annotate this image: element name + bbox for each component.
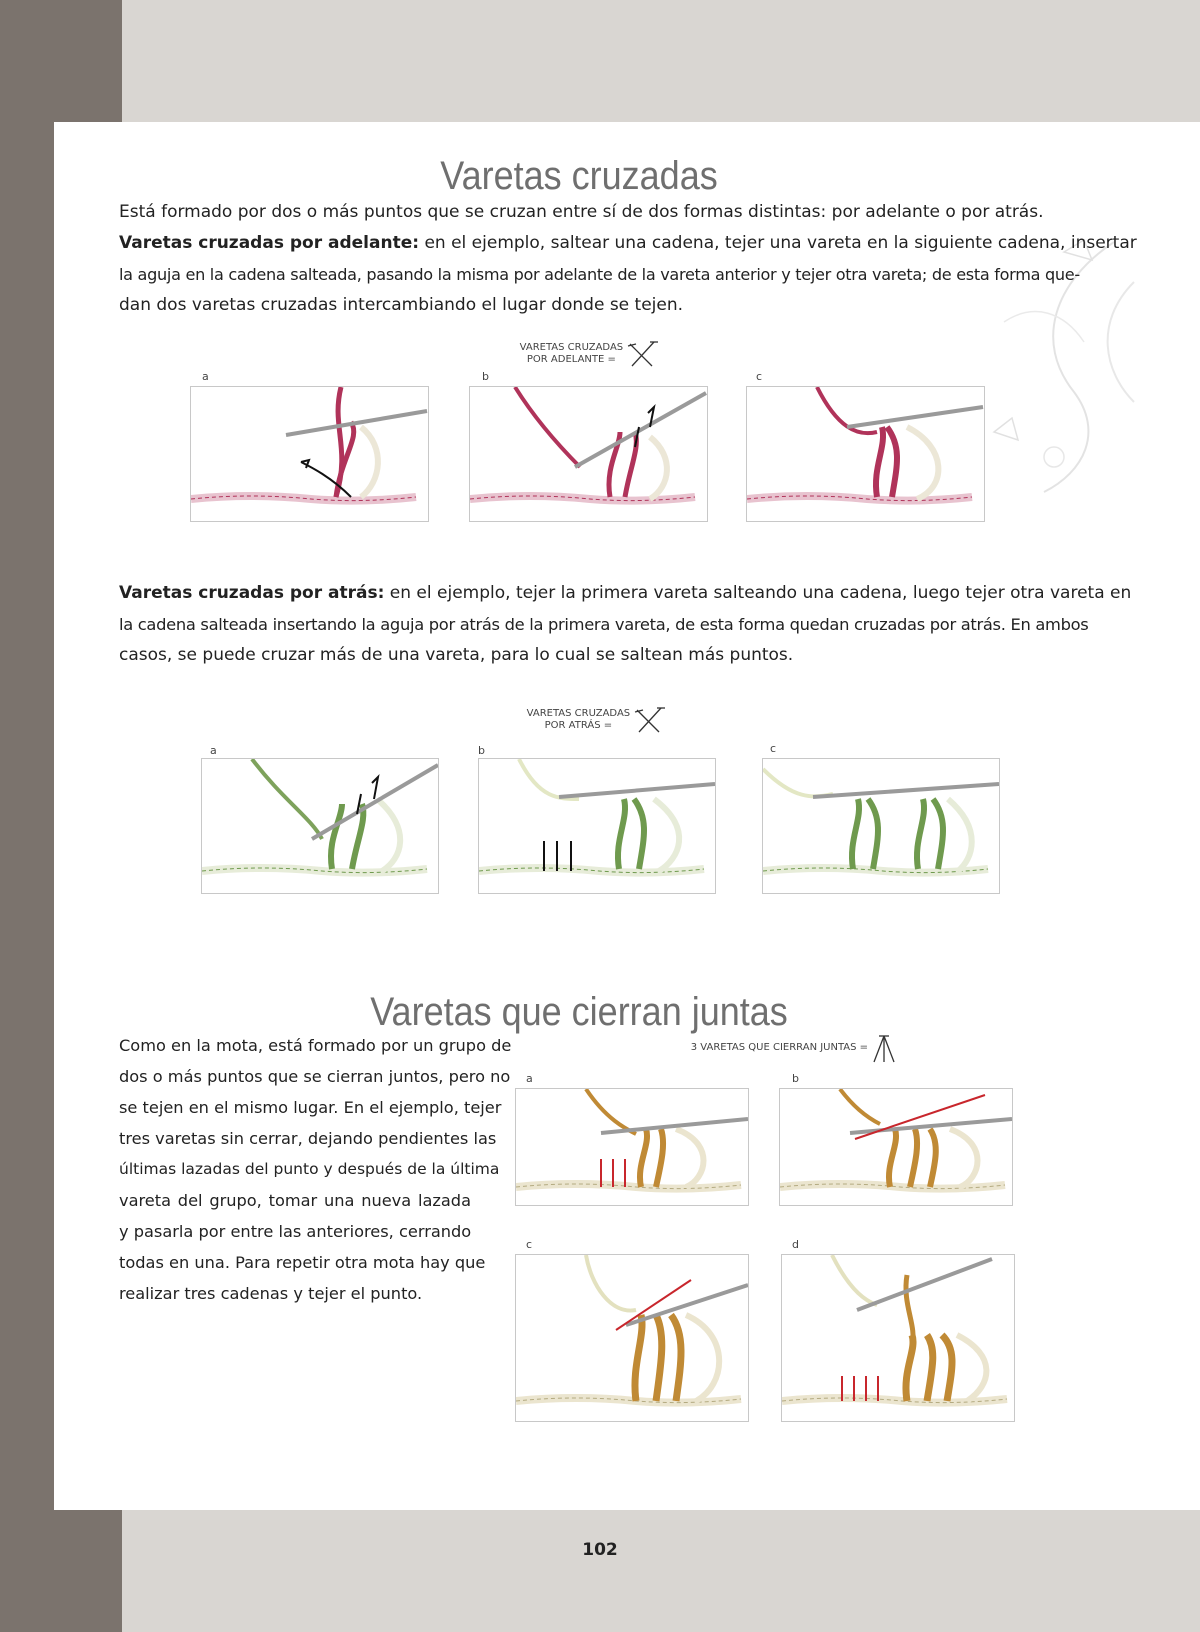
front-fig-a xyxy=(190,386,429,522)
crossed-back-stitch-symbol-icon xyxy=(633,706,665,734)
section2-line-8: todas en una. Para repetir otra mota hay que xyxy=(119,1253,486,1272)
section2-line-6: vareta del grupo, tomar una nueva lazada xyxy=(119,1191,471,1210)
cluster-fig-d-label: d xyxy=(792,1238,799,1251)
back-fig-c-label: c xyxy=(770,742,777,755)
back-line-1-text: en el ejemplo, tejer la primera vareta salteando una cadena, luego tejer otra vareta en xyxy=(384,583,1132,603)
intro-line: Está formado por dos o más puntos que se cruzan entre sí de dos formas distintas: por adelante o por atrás. xyxy=(119,202,1044,222)
cluster-fig-b-label: b xyxy=(792,1072,799,1085)
section2-line-4: tres varetas sin cerrar, dejando pendientes las xyxy=(119,1129,497,1148)
back-line-1 xyxy=(119,578,1132,609)
front-line-1-text: en el ejemplo, saltear una cadena, tejer una vareta en la siguiente cadena, insertar xyxy=(419,233,1137,253)
back-paragraph xyxy=(119,578,1132,671)
front-fig-c xyxy=(746,386,985,522)
front-symbol-caption-line2: POR ADELANTE = xyxy=(526,354,616,365)
front-paragraph xyxy=(119,197,1137,321)
section2-line-9: realizar tres cadenas y tejer el punto. xyxy=(119,1284,423,1303)
cluster-fig-a xyxy=(515,1088,749,1206)
cluster-symbol-caption xyxy=(669,1032,919,1064)
section2-line-7: y pasarla por entre las anteriores, cerrando xyxy=(119,1222,472,1241)
back-line-2: la cadena salteada insertando la aguja por atrás de la primera vareta, de esta forma quedan cruzadas por atrás. En ambos xyxy=(119,615,1089,634)
front-fig-c-label: c xyxy=(756,370,763,383)
back-fig-b xyxy=(478,758,716,894)
section-title-varetas-cruzadas: Varetas cruzadas xyxy=(440,154,718,198)
back-fig-c xyxy=(762,758,1000,894)
section2-line-3: se tejen en el mismo lugar. En el ejemplo, tejer xyxy=(119,1098,502,1117)
section-title-varetas-que-cierran-juntas: Varetas que cierran juntas xyxy=(370,990,788,1034)
cluster-fig-d xyxy=(781,1254,1015,1422)
page-number: 102 xyxy=(582,1540,618,1560)
front-line-1 xyxy=(119,228,1137,259)
back-lead: Varetas cruzadas por atrás: xyxy=(119,583,385,603)
back-fig-a-label: a xyxy=(210,744,217,757)
cluster-stitch-symbol-icon xyxy=(871,1032,897,1064)
cluster-fig-b xyxy=(779,1088,1013,1206)
cluster-fig-a-label: a xyxy=(526,1072,533,1085)
front-symbol-caption xyxy=(509,340,669,368)
back-symbol-caption-line1: VARETAS CRUZADAS xyxy=(526,708,631,719)
cluster-fig-c xyxy=(515,1254,749,1422)
back-symbol-caption-line2: POR ATRÁS = xyxy=(544,720,613,731)
front-lead: Varetas cruzadas por adelante: xyxy=(119,233,420,253)
front-line-3: dan dos varetas cruzadas intercambiando el lugar donde se tejen. xyxy=(119,295,684,315)
top-margin xyxy=(122,0,1200,122)
front-fig-a-label: a xyxy=(202,370,209,383)
book-page xyxy=(54,122,1200,1510)
front-fig-b xyxy=(469,386,708,522)
section2-line-2: dos o más puntos que se cierran juntos, pero no xyxy=(119,1067,511,1086)
crossed-stitch-symbol-icon xyxy=(626,340,658,368)
back-line-3: casos, se puede cruzar más de una vareta, para lo cual se saltean más puntos. xyxy=(119,645,794,665)
front-line-2: la aguja en la cadena salteada, pasando la misma por adelante de la vareta anterior y tejer otra vareta; de esta forma que- xyxy=(119,265,1080,284)
back-fig-b-label: b xyxy=(478,744,485,757)
front-symbol-caption-line1: VARETAS CRUZADAS xyxy=(519,342,624,353)
cluster-fig-c-label: c xyxy=(526,1238,533,1251)
back-fig-a xyxy=(201,758,439,894)
cluster-symbol-caption-text: 3 VARETAS QUE CIERRAN JUNTAS = xyxy=(690,1042,869,1053)
front-fig-b-label: b xyxy=(482,370,489,383)
section2-line-5: últimas lazadas del punto y después de la última xyxy=(119,1160,500,1178)
back-symbol-caption xyxy=(516,706,676,734)
section2-line-1: Como en la mota, está formado por un grupo de xyxy=(119,1036,512,1055)
section2-paragraph xyxy=(119,1030,512,1309)
